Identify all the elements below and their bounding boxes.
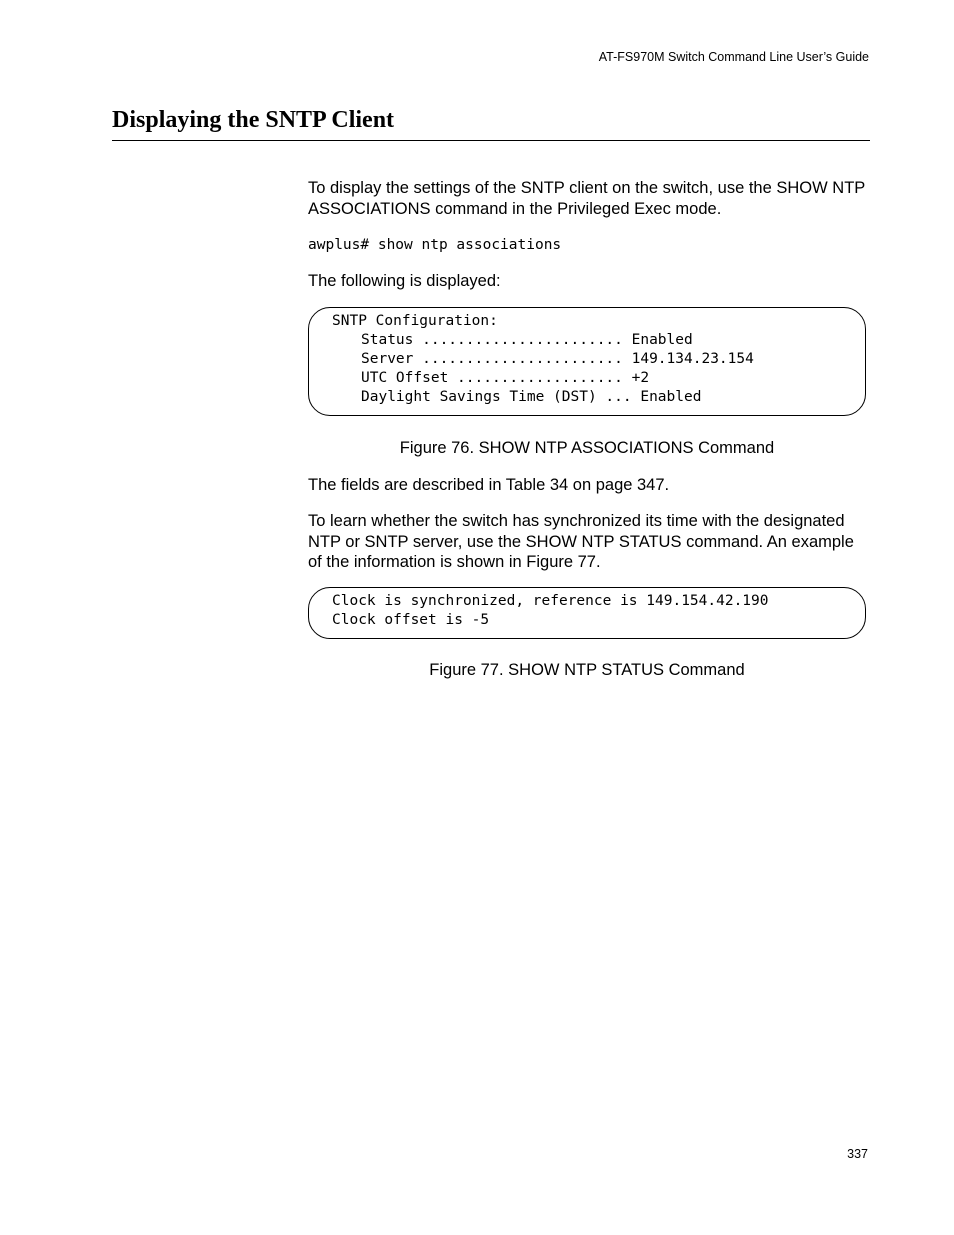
code-line: Server ....................... 149.134.23.154 (361, 350, 754, 367)
main-content (308, 178, 870, 680)
fields-paragraph: The fields are described in Table 34 on page 347. (308, 475, 670, 494)
code-line: SNTP Configuration: (332, 312, 498, 329)
code-line: Clock offset is -5 (332, 611, 490, 628)
intro-paragraph: To display the settings of the SNTP client on the switch, use the SHOW NTP ASSOCIATIONS command in the Privileged Exec mode. (308, 179, 865, 218)
figure-76-codebox (308, 307, 866, 416)
following-text: The following is displayed: (308, 272, 501, 290)
status-paragraph: To learn whether the switch has synchronized its time with the designated NTP or SNTP server, use the SHOW NTP STATUS command. An example of the information is shown in Figure 77. (308, 512, 854, 571)
command-example: awplus# show ntp associations (308, 237, 562, 253)
figure-76-caption: Figure 76. SHOW NTP ASSOCIATIONS Command (399, 438, 775, 457)
page-number: 337 (847, 1147, 868, 1161)
code-line: UTC Offset ................... +2 (361, 369, 650, 386)
code-line: Status ....................... Enabled (361, 331, 693, 348)
title-divider (112, 140, 870, 141)
code-line: Clock is synchronized, reference is 149.154.42.190 (332, 592, 769, 609)
section-title: Displaying the SNTP Client (112, 107, 395, 133)
figure-77-caption: Figure 77. SHOW NTP STATUS Command (429, 660, 745, 679)
running-header: AT-FS970M Switch Command Line User’s Guide (598, 50, 869, 64)
figure-77-codebox (308, 587, 866, 639)
code-line: Daylight Savings Time (DST) ... Enabled (361, 388, 702, 405)
